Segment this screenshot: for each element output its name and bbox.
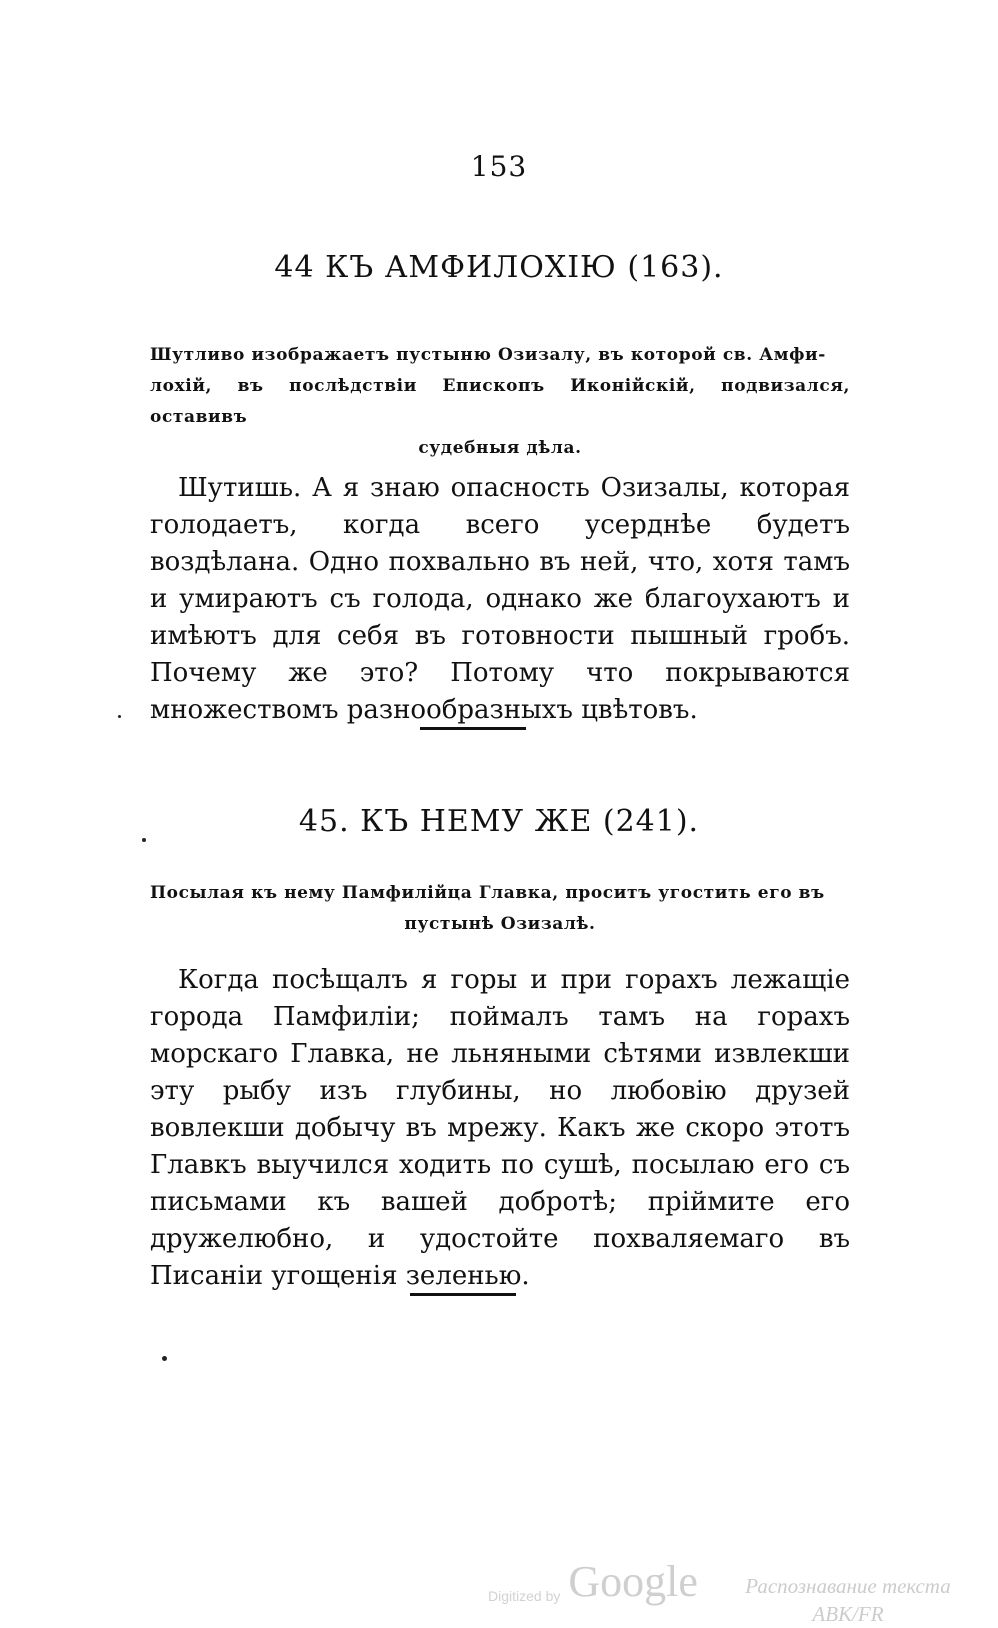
ocr-watermark bbox=[728, 1572, 968, 1628]
body-paragraph: Когда посѣщалъ я горы и при горахъ лежащіе города Памфиліи; поймалъ тамъ на горахъ морскаго Главка, не льняными сѣтями извлекши эту рыбу изъ глубины, но любовію друзей вовлекши добычу въ мрежу. Какъ же скоро этотъ Главкъ выучился ходить по сушѣ, посылаю его съ письмами къ вашей добротѣ; пріймите его дружелюбно, и удостойте похваляемаго въ Писаніи угощенія зеленью. bbox=[150, 965, 850, 1291]
summary-line: Шутливо изображаетъ пустыню Озизалу, въ которой св. Амфи- bbox=[150, 345, 826, 365]
summary-line: пустынѣ Озизалѣ. bbox=[404, 914, 596, 934]
section-summary-44 bbox=[150, 340, 850, 464]
section-body-45 bbox=[150, 962, 850, 1295]
section-divider bbox=[410, 1293, 516, 1296]
section-body-44 bbox=[150, 470, 850, 729]
summary-line: судебныя дѣла. bbox=[418, 438, 582, 458]
section-heading-44: 44 КЪ АМФИЛОХІЮ (163). bbox=[274, 250, 724, 285]
ocr-watermark-line2: ABK/FR bbox=[812, 1602, 884, 1626]
google-logo: Google bbox=[568, 1557, 698, 1606]
body-paragraph: Шутишь. А я знаю опасность Озизалы, которая голодаетъ, когда всего усерднѣе будетъ воздѣлана. Одно похвально въ ней, что, хотя тамъ и умираютъ съ голода, однако же благоухаютъ и имѣютъ для себя въ готовности пышный гробъ. Почему же это? Потому что покрываются множествомъ разнообразныхъ цвѣтовъ. bbox=[150, 473, 850, 725]
digitization-watermark bbox=[488, 1557, 698, 1606]
watermark-digitized-by: Digitized by bbox=[488, 1588, 561, 1604]
scan-speck bbox=[118, 715, 121, 718]
section-summary-45 bbox=[150, 878, 850, 940]
page-number: 153 bbox=[470, 150, 528, 183]
section-heading-45: 45. КЪ НЕМУ ЖЕ (241). bbox=[298, 804, 700, 839]
summary-line: лохій, въ послѣдствіи Епископъ Иконійскій, подвизался, оставивъ bbox=[150, 376, 850, 427]
section-divider bbox=[420, 727, 526, 730]
scan-speck bbox=[142, 838, 146, 842]
ocr-watermark-line1: Распознавание текста bbox=[745, 1574, 951, 1598]
summary-line: Посылая къ нему Памфилійца Главка, проситъ угостить его въ bbox=[150, 883, 825, 903]
scan-speck bbox=[162, 1356, 167, 1361]
